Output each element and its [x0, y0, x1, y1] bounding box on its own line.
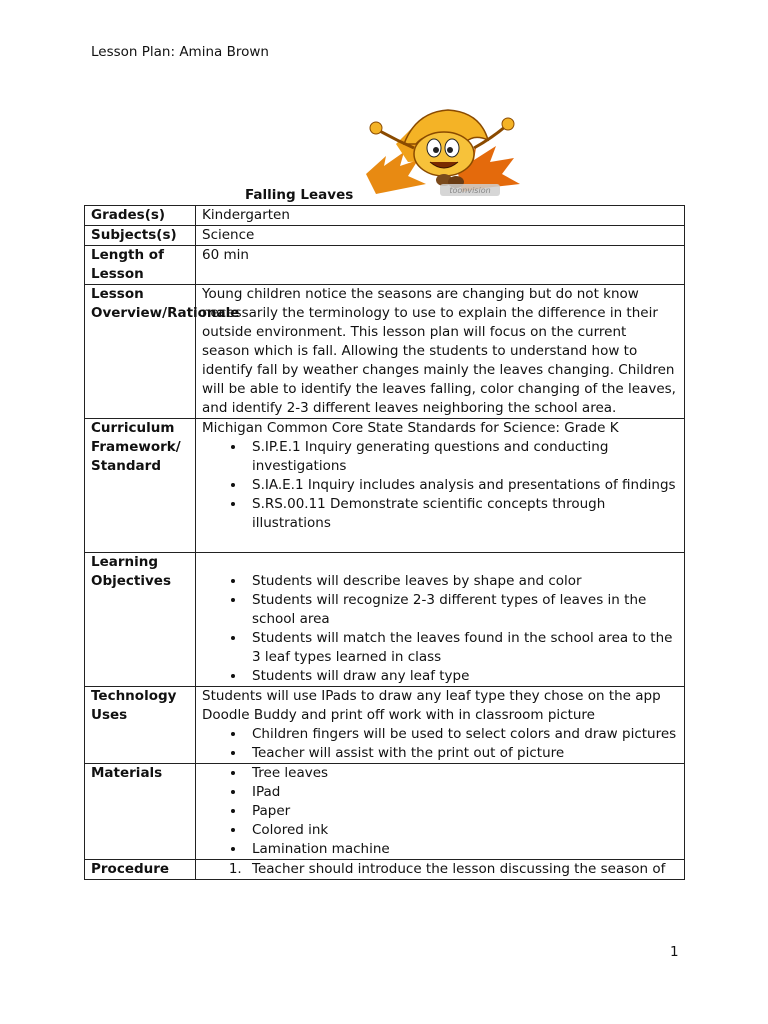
row-label-technology: Technology Uses	[85, 687, 196, 764]
row-label-overview: Lesson Overview/Rationale	[85, 285, 196, 419]
list-item: • Teacher will assist with the print out of picture	[246, 744, 678, 763]
list-item: • S.IP.E.1 Inquiry generating questions and conducting investigations	[246, 438, 678, 476]
table-row	[85, 206, 685, 226]
row-value-subjects: Science	[196, 226, 685, 246]
row-value-objectives	[196, 553, 685, 687]
lesson-plan-table	[84, 205, 685, 880]
row-label-subjects: Subjects(s)	[85, 226, 196, 246]
materials-list	[202, 764, 678, 859]
row-value-technology	[196, 687, 685, 764]
row-label-grades: Grades(s)	[85, 206, 196, 226]
row-label-materials: Materials	[85, 764, 196, 860]
list-item: • Children fingers will be used to select colors and draw pictures	[246, 725, 678, 744]
curriculum-intro: Michigan Common Core State Standards for Science: Grade K	[202, 420, 619, 436]
technology-intro: Students will use IPads to draw any leaf type they chose on the app Doodle Buddy and print off work with in classroom picture	[202, 688, 661, 723]
list-item: • Colored ink	[246, 821, 678, 840]
table-row	[85, 860, 685, 880]
row-value-length: 60 min	[196, 246, 685, 285]
page-number: 1	[670, 944, 679, 960]
list-item: 1. Teacher should introduce the lesson discussing the season of	[246, 860, 678, 879]
list-item: • Students will describe leaves by shape and color	[246, 572, 678, 591]
list-item: • Paper	[246, 802, 678, 821]
table-row	[85, 687, 685, 764]
curriculum-list	[202, 438, 678, 533]
cartoon-autumn-leaf-icon	[356, 104, 526, 198]
list-item: • IPad	[246, 783, 678, 802]
technology-list	[202, 725, 678, 763]
watermark-text: toonvision	[449, 186, 491, 195]
row-value-materials	[196, 764, 685, 860]
table-row	[85, 764, 685, 860]
procedure-list	[202, 860, 678, 879]
row-value-overview: Young children notice the seasons are changing but do not know necessarily the terminology to use to explain the difference in their outside environment. This lesson plan will focus on the current season which is fall. Allowing the students to understand how to identify fall by weather changes mainly the leaves changing. Children will be able to identify the leaves falling, color changing of the leaves, and identify 2-3 different leaves neighboring the school area.	[196, 285, 685, 419]
list-item: • Lamination machine	[246, 840, 678, 859]
list-item: • S.IA.E.1 Inquiry includes analysis and presentations of findings	[246, 476, 678, 495]
table-row	[85, 419, 685, 553]
document-header: Lesson Plan: Amina Brown	[91, 44, 269, 60]
objectives-list	[202, 572, 678, 686]
row-label-curriculum: Curriculum Framework/ Standard	[85, 419, 196, 553]
list-item: • Tree leaves	[246, 764, 678, 783]
row-value-grades: Kindergarten	[196, 206, 685, 226]
list-item: • Students will recognize 2-3 different types of leaves in the school area	[246, 591, 678, 629]
row-label-procedure: Procedure	[85, 860, 196, 880]
row-value-curriculum	[196, 419, 685, 553]
table-row	[85, 285, 685, 419]
row-label-objectives: Learning Objectives	[85, 553, 196, 687]
table-row	[85, 226, 685, 246]
list-item: • Students will draw any leaf type	[246, 667, 678, 686]
row-label-length: Length of Lesson	[85, 246, 196, 285]
table-row	[85, 246, 685, 285]
row-value-procedure	[196, 860, 685, 880]
table-row	[85, 553, 685, 687]
list-item: • Students will match the leaves found in the school area to the 3 leaf types learned in class	[246, 629, 678, 667]
lesson-title: Falling Leaves	[245, 187, 354, 203]
list-item: • S.RS.00.11 Demonstrate scientific concepts through illustrations	[246, 495, 678, 533]
